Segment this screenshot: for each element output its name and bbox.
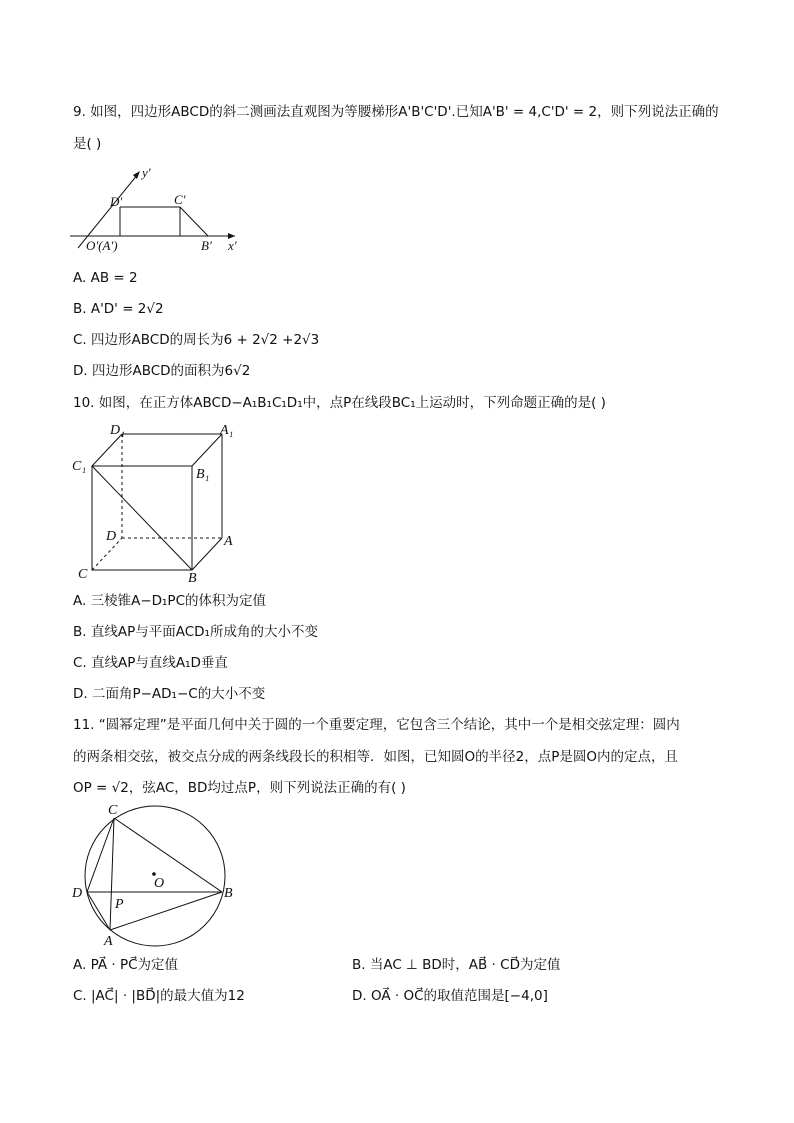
segment-bc1 bbox=[92, 466, 192, 570]
q11-stem-line2: 的两条相交弦，被交点分成的两条线段长的积相等．如图，已知圆O的半径2，点P是圆O内的定点，且 bbox=[73, 749, 678, 765]
q10-option-c: C. 直线AP与直线A₁D垂直 bbox=[73, 655, 228, 671]
q9-option-c: C. 四边形ABCD的周长为6 + 2√2 +2√3 bbox=[73, 332, 320, 348]
q9-option-a: A. AB = 2 bbox=[73, 270, 138, 286]
q10-option-a: A. 三棱锥A−D₁PC的体积为定值 bbox=[73, 593, 267, 609]
edge-b1-a1 bbox=[192, 434, 222, 466]
q9-option-d: D. 四边形ABCD的面积为6√2 bbox=[73, 363, 251, 379]
edge-c-b bbox=[180, 207, 208, 236]
q9-stem-line1: 9. 如图，四边形ABCD的斜二测画法直观图为等腰梯形A'B'C'D'.已知A'B' = 4,C'D' = 2，则下列说法正确的 bbox=[73, 104, 719, 120]
q9-stem-line2: 是( ) bbox=[73, 136, 102, 152]
label-b: B bbox=[188, 571, 197, 586]
q10-option-b: B. 直线AP与平面ACD₁所成角的大小不变 bbox=[73, 624, 318, 640]
q10-stem: 10. 如图，在正方体ABCD−A₁B₁C₁D₁中，点P在线段BC₁上运动时，下列命题正确的是( ) bbox=[73, 395, 606, 411]
label-b1: B₁ bbox=[196, 467, 210, 482]
chord-ac bbox=[110, 818, 114, 930]
label-p: P bbox=[115, 897, 124, 912]
q9-trapezoid-figure bbox=[70, 160, 250, 255]
label-c: C bbox=[108, 803, 118, 818]
q11-stem-line3: OP = √2，弦AC，BD均过点P，则下列说法正确的有( ) bbox=[73, 780, 406, 796]
segment-cd bbox=[87, 818, 114, 892]
q10-option-d: D. 二面角P−AD₁−C的大小不变 bbox=[73, 686, 266, 702]
y-axis-arrow bbox=[133, 171, 140, 179]
label-b: B bbox=[224, 886, 233, 901]
edge-c1-d1 bbox=[92, 434, 122, 466]
label-d: D bbox=[72, 886, 83, 901]
q9-option-b: B. A'D' = 2√2 bbox=[73, 301, 164, 317]
label-y: y' bbox=[142, 165, 151, 180]
y-axis bbox=[78, 174, 138, 248]
label-c1: C₁ bbox=[72, 459, 87, 474]
q10-cube-figure bbox=[70, 418, 250, 586]
segment-da bbox=[87, 892, 110, 930]
label-d: D bbox=[106, 529, 117, 544]
q11-option-a: A. PA⃗ · PC⃗为定值 bbox=[73, 957, 179, 973]
q11-circle-figure bbox=[68, 800, 248, 948]
edge-b-a bbox=[192, 538, 222, 570]
label-x: x' bbox=[228, 238, 237, 253]
label-c: C' bbox=[174, 192, 186, 207]
label-d1: D₁ bbox=[110, 423, 125, 438]
label-a: A bbox=[224, 534, 233, 549]
label-d: D' bbox=[110, 194, 123, 209]
segment-cb bbox=[114, 818, 222, 892]
q11-stem-line1: 11. “圆幂定理”是平面几何中关于圆的一个重要定理，它包含三个结论，其中一个是相交弦定理：圆内 bbox=[73, 717, 680, 733]
q11-option-b: B. 当AC ⊥ BD时，AB⃗ · CD⃗为定值 bbox=[352, 957, 561, 973]
q11-option-c: C. |AC⃗| · |BD⃗|的最大值为12 bbox=[73, 988, 245, 1004]
label-b: B' bbox=[201, 238, 212, 253]
q11-option-d: D. OA⃗ · OC⃗的取值范围是[−4,0] bbox=[352, 988, 548, 1004]
label-a: A bbox=[104, 934, 113, 948]
label-a1: A₁ bbox=[220, 423, 234, 438]
label-o: O'(A') bbox=[86, 238, 118, 253]
label-c: C bbox=[78, 567, 88, 582]
label-o: O bbox=[154, 876, 165, 891]
